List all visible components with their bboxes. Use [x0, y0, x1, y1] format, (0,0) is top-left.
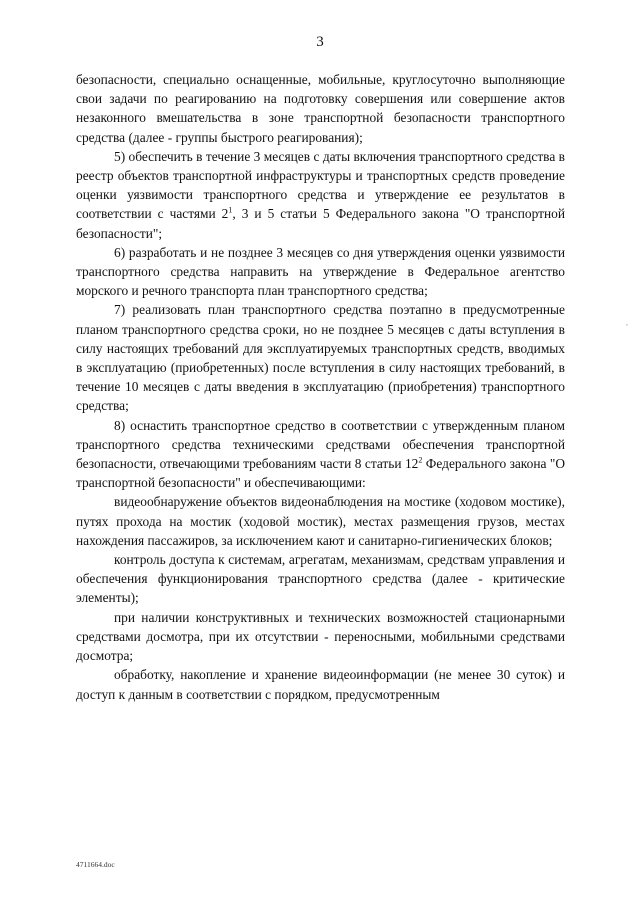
paragraph-text: обработку, накопление и хранение видеоинформации (не менее 30 суток) и доступ к данным в соответствии с порядком, предусмотренным [76, 667, 565, 702]
paragraph [76, 416, 565, 493]
margin-mark: , [626, 318, 628, 327]
document-body [76, 70, 565, 704]
paragraph-text: контроль доступа к системам, агрегатам, механизмам, средствам управления и обеспечения функционирования транспортного средства (далее - критические элементы); [76, 552, 565, 606]
paragraph-text: , 3 и 5 статьи 5 Федерального закона "О транспортной безопасности"; [76, 206, 565, 241]
paragraph-text: видеообнаружение объектов видеонаблюдения на мостике (ходовом мостике), путях прохода на мостик (ходовой мостик), местах размещения грузов, местах нахождения пассажиров, за исключением кают и санитарно-гигиенических блоков; [76, 494, 565, 548]
paragraph [76, 243, 565, 301]
paragraph [76, 492, 565, 550]
paragraph-text: Федерального закона "О транспортной безопасности" и обеспечивающими: [76, 456, 565, 491]
paragraph-text: 7) реализовать план транспортного средства поэтапно в предусмотренные планом транспортного средства сроки, но не позднее 5 месяцев с даты вступления в силу настоящих требований для эксплуатируемых транспортных средств, вводимых в эксплуатацию (приобретенных) после вступления в силу настоящих требований, в течение 10 месяцев с даты введения в эксплуатацию (приобретения) транспортного средства; [76, 302, 565, 414]
paragraph [76, 608, 565, 666]
paragraph-text: безопасности, специально оснащенные, мобильные, круглосуточно выполняющие свои задачи по реагированию на подготовку совершения или совершение актов незаконного вмешательства в зоне транспортной безопасности транспортного средства (далее - группы быстрого реагирования); [76, 72, 565, 145]
paragraph [76, 70, 565, 147]
paragraph-text: 6) разработать и не позднее 3 месяцев со дня утверждения оценки уязвимости транспортного средства направить на утверждение в Федеральное агентство морского и речного транспорта план транспортного средства; [76, 244, 565, 299]
page-number: 3 [316, 34, 324, 50]
paragraph [76, 550, 565, 608]
superscript-index: 1 [228, 205, 233, 215]
document-filename: 4711664.doc [76, 860, 115, 869]
paragraph [76, 147, 565, 243]
paragraph-text: 8) оснастить транспортное средство в соответствии с утвержденным планом транспортного средства техническими средствами обеспечения транспортной безопасности, отвечающими требованиям части 8 статьи 12 [76, 417, 565, 472]
superscript-index: 2 [418, 455, 423, 465]
paragraph-text: при наличии конструктивных и технических возможностей стационарными средствами досмотра, при их отсутствии - переносными, мобильными средствами досмотра; [76, 609, 565, 664]
paragraph-text: 5) обеспечить в течение 3 месяцев с даты включения транспортного средства в реестр объектов транспортной инфраструктуры и транспортных средств проведение оценки уязвимости транспортного средства и утверждение ее результатов в соответствии с частями 2 [76, 148, 565, 222]
paragraph [76, 665, 565, 703]
paragraph [76, 300, 565, 415]
